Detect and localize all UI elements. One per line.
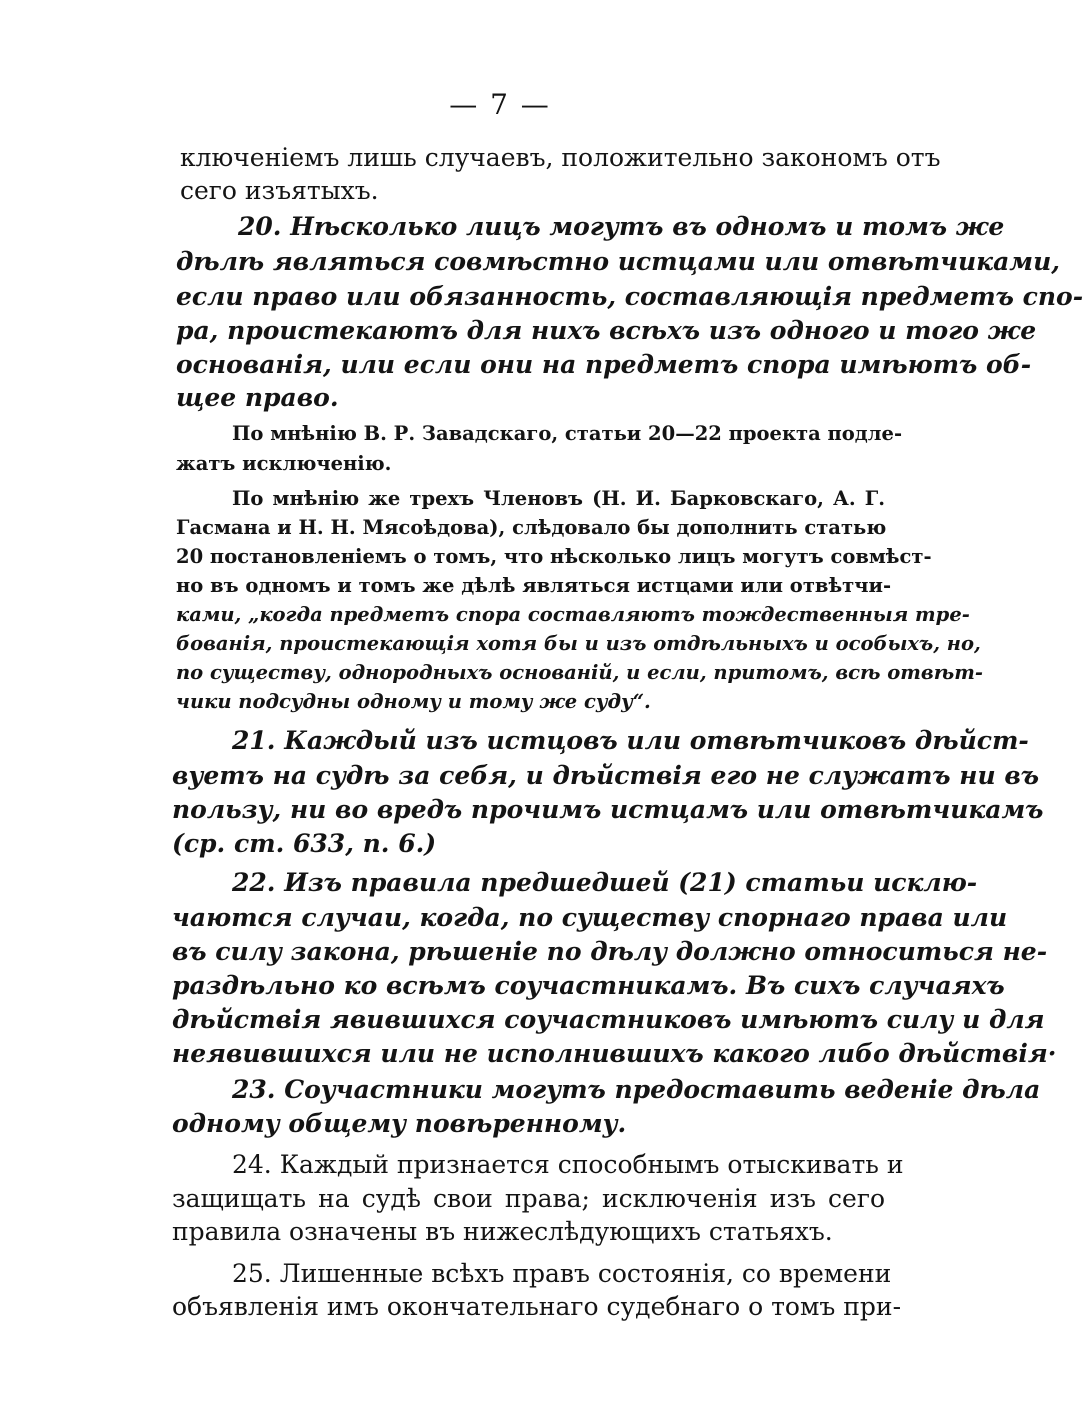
note-members-line: но въ одномъ и томъ же дѣлѣ являться истцами или отвѣтчи-: [176, 574, 892, 597]
note-zavadsky-line: жатъ исключенію.: [176, 452, 392, 475]
text-line: сего изъятыхъ.: [180, 176, 379, 205]
article-21-line: 21. Каждый изъ истцовъ или отвѣтчиковъ дѣйст-: [232, 726, 1029, 755]
article-22-line: дѣйствія явившихся соучастниковъ имѣютъ силу и для: [172, 1005, 1045, 1034]
article-24-line: защищать на судѣ свои права; исключенія изъ сего: [172, 1184, 885, 1213]
text-line: ключеніемъ лишь случаевъ, положительно закономъ отъ: [180, 143, 941, 172]
note-members-line: ками, „когда предметъ спора составляютъ тождественныя тре-: [176, 603, 970, 626]
article-20-line: основанія, или если они на предметъ спора имѣютъ об-: [176, 350, 1032, 379]
article-22-line: неявившихся или не исполнившихъ какого либо дѣйствія·: [172, 1039, 1057, 1068]
note-zavadsky-line: По мнѣнію В. Р. Завадскаго, статьи 20—22 проекта подле-: [232, 422, 903, 445]
note-members-line: Гасмана и Н. Н. Мясоѣдова), слѣдовало бы дополнить статью: [176, 516, 887, 539]
article-22-line: въ силу закона, рѣшеніе по дѣлу должно относиться не-: [172, 937, 1048, 966]
note-members-line: бованія, проистекающія хотя бы и изъ отдѣльныхъ и особыхъ, но,: [176, 632, 981, 655]
article-22-line: 22. Изъ правила предшедшей (21) статьи исклю-: [232, 868, 978, 897]
article-23-line: одному общему повѣренному.: [172, 1109, 627, 1138]
article-21-line: (ср. ст. 633, п. 6.): [172, 829, 437, 858]
note-members-line: По мнѣнію же трехъ Членовъ (Н. И. Барковскаго, А. Г.: [232, 487, 885, 510]
article-24-line: правила означены въ нижеслѣдующихъ статьяхъ.: [172, 1217, 833, 1246]
article-20-line: если право или обязанность, составляющія предметъ спо-: [176, 282, 1083, 311]
article-20-line: дѣлѣ являться совмѣстно истцами или отвѣтчиками,: [176, 247, 1060, 276]
article-22-line: раздѣльно ко всѣмъ соучастникамъ. Въ сихъ случаяхъ: [172, 971, 1005, 1000]
article-21-line: пользу, ни во вредъ прочимъ истцамъ или отвѣтчикамъ: [172, 795, 1044, 824]
note-members-line: чики подсудны одному и тому же суду“.: [176, 690, 651, 713]
article-20-line: ра, проистекаютъ для нихъ всѣхъ изъ одного и того же: [176, 316, 1037, 345]
article-20-line: щее право.: [176, 383, 339, 412]
article-23-line: 23. Соучастники могутъ предоставить веденіе дѣла: [232, 1075, 1041, 1104]
page-number: — 7 —: [449, 88, 551, 121]
article-25-line: 25. Лишенные всѣхъ правъ состоянія, со времени: [232, 1259, 892, 1288]
note-members-line: 20 постановленіемъ о томъ, что нѣсколько лицъ могутъ совмѣст-: [176, 545, 932, 568]
article-24-line: 24. Каждый признается способнымъ отыскивать и: [232, 1150, 904, 1179]
article-21-line: вуетъ на судѣ за себя, и дѣйствія его не служатъ ни въ: [172, 761, 1039, 790]
article-20-line: 20. Нѣсколько лицъ могутъ въ одномъ и томъ же: [238, 212, 1005, 241]
article-22-line: чаются случаи, когда, по существу спорнаго права или: [172, 903, 1008, 932]
note-members-line: по существу, однородныхъ основаній, и если, притомъ, всѣ отвѣт-: [176, 661, 983, 684]
article-25-line: объявленія имъ окончательнаго судебнаго о томъ при-: [172, 1292, 902, 1321]
